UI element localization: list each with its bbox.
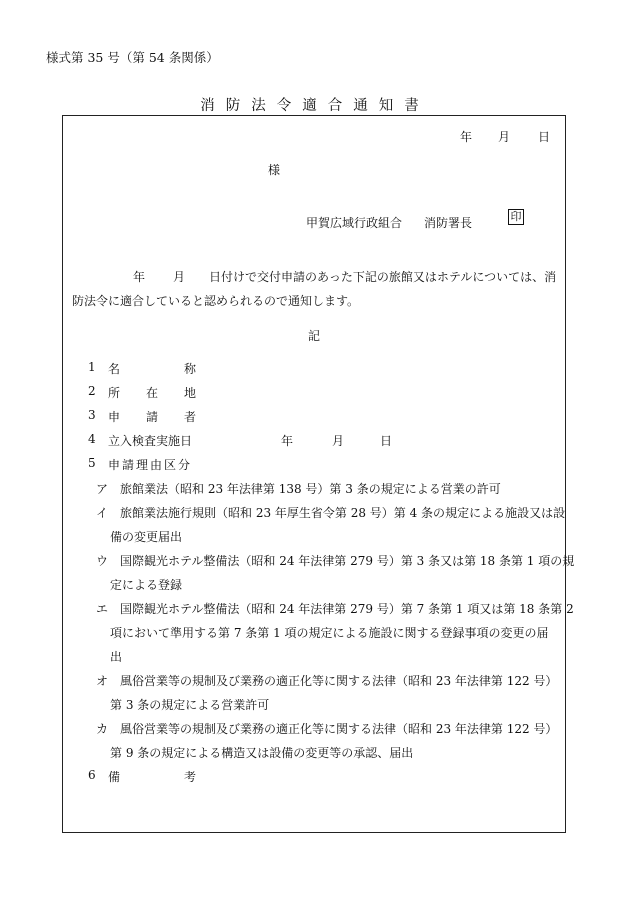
addressee-suffix: 様 [268,163,281,177]
intro-text: 日付けで交付申請のあった下記の旅館又はホテルについては、消 [209,270,557,284]
sender-title: 消防署長 [424,216,473,230]
item-6-num: 6 [88,768,96,782]
item-5-label: 申請理由区分 [108,458,193,472]
reason-e-line-3: 出 [110,650,123,664]
sender [306,214,472,231]
reason-o-line-1: 風俗営業等の規制及び業務の適正化等に関する法律（昭和 23 年法律第 122 号） [120,674,558,688]
reason-ka-line-2: 第 9 条の規定による構造又は設備の変更等の承認、届出 [110,746,414,760]
ki-heading: 記 [308,329,321,343]
item-1-num: 1 [88,360,96,374]
form-number-label: 様式第 35 号（第 54 条関係） [46,50,219,65]
item-3-char-2: 請 [146,410,159,424]
seal-mark: 印 [508,209,524,225]
item-2-char-2: 在 [146,386,159,400]
item-3-num: 3 [88,408,96,422]
reason-ka-line-1: 風俗営業等の規制及び業務の適正化等に関する法律（昭和 23 年法律第 122 号） [120,722,558,736]
item-4-year: 年 [281,434,294,448]
reason-e-line-2: 項において準用する第 7 条第 1 項の規定による施設に関する登録事項の変更の届 [110,626,549,640]
intro-line-1 [133,268,556,285]
sender-org: 甲賀広域行政組合 [306,216,403,230]
item-1-char-2: 称 [184,362,197,376]
reason-e-mark: エ [96,602,109,616]
reason-u-line-2: 定による登録 [110,578,183,592]
issue-date [460,128,550,145]
date-day: 日 [538,130,551,144]
item-1-char-1: 名 [108,362,121,376]
document-title: 消防法令適合通知書 [200,98,430,114]
item-4-label: 立入検査実施日 [108,434,193,448]
intro-line-2: 防法令に適合していると認められるので通知します。 [72,294,360,308]
intro-month: 月 [173,270,186,284]
reason-i-line-1: 旅館業法施行規則（昭和 23 年厚生省令第 28 号）第 4 条の規定による施設又は設 [120,506,566,520]
item-2-num: 2 [88,384,96,398]
reason-i-line-2: 備の変更届出 [110,530,183,544]
reason-o-mark: オ [96,674,109,688]
item-3-char-1: 申 [108,410,121,424]
item-3-char-3: 者 [184,410,197,424]
item-4-month: 月 [332,434,345,448]
reason-a-mark: ア [96,482,109,496]
item-2-char-3: 地 [184,386,197,400]
reason-ka-mark: カ [96,722,109,736]
reason-u-line-1: 国際観光ホテル整備法（昭和 24 年法律第 279 号）第 3 条又は第 18 条第 1 項の規 [120,554,575,568]
item-6-char-1: 備 [108,770,121,784]
reason-o-line-2: 第 3 条の規定による営業許可 [110,698,270,712]
item-5-num: 5 [88,456,96,470]
reason-i-mark: イ [96,506,109,520]
reason-u-mark: ウ [96,554,109,568]
item-4-day: 日 [380,434,393,448]
intro-year: 年 [133,270,146,284]
date-year: 年 [460,130,473,144]
item-4-num: 4 [88,432,96,446]
date-month: 月 [498,130,511,144]
reason-e-line-1: 国際観光ホテル整備法（昭和 24 年法律第 279 号）第 7 条第 1 項又は第 18 条第 2 [120,602,574,616]
reason-a-line-1: 旅館業法（昭和 23 年法律第 138 号）第 3 条の規定による営業の許可 [120,482,501,496]
item-6-char-2: 考 [184,770,197,784]
item-2-char-1: 所 [108,386,121,400]
